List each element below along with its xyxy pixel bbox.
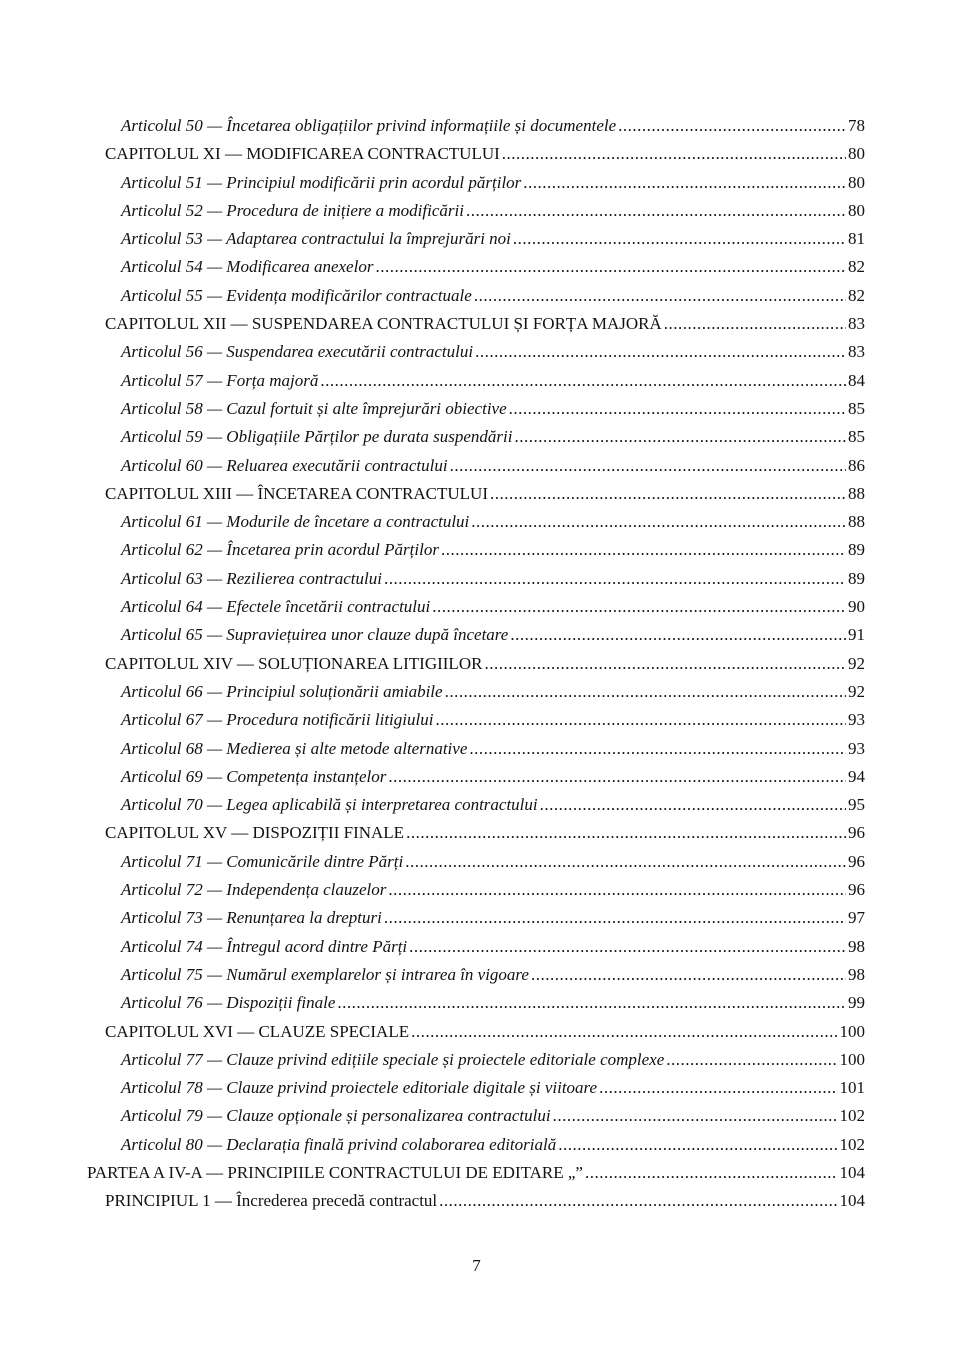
toc-entry-article[interactable] [0,791,953,819]
toc-entry-page: 104 [839,1162,865,1182]
dot-leader [475,338,846,366]
toc-entry-page: 96 [848,851,865,871]
toc-entry-page: 94 [848,766,865,786]
toc-entry-title: CAPITOLUL XII — SUSPENDAREA CONTRACTULUI ȘI FORȚA MAJORĂ [105,314,662,334]
dot-leader [523,169,846,197]
toc-entry-article[interactable] [0,1046,953,1074]
toc-entry-title: Articolul 59 — Obligațiile Părților pe durata suspendării [121,427,513,447]
toc-entry-article[interactable] [0,735,953,763]
toc-entry-part[interactable] [0,1159,953,1187]
dot-leader [540,791,846,819]
toc-entry-title: CAPITOLUL XVI — CLAUZE SPECIALE [105,1021,410,1041]
dot-leader [320,367,846,395]
toc-entry-chapter[interactable] [0,819,953,847]
dot-leader [618,112,846,140]
toc-entry-article[interactable] [0,1074,953,1102]
toc-entry-page: 86 [848,455,865,475]
dot-leader [450,452,846,480]
dot-leader [405,848,846,876]
dot-leader [509,395,846,423]
toc-entry-page: 80 [848,172,865,192]
toc-entry-page: 85 [848,427,865,447]
toc-entry-page: 96 [848,823,865,843]
toc-entry-chapter[interactable] [0,480,953,508]
toc-entry-page: 78 [848,116,865,135]
toc-entry-page: 89 [848,540,865,560]
toc-entry-title: Articolul 70 — Legea aplicabilă și interpretarea contractului [121,795,538,815]
toc-entry-title: Articolul 73 — Renunțarea la drepturi [121,908,382,928]
toc-entry-title: Articolul 71 — Comunicările dintre Părți [121,851,404,871]
toc-entry-title: Articolul 74 — Întregul acord dintre Părți [121,936,408,956]
dot-leader [384,565,846,593]
toc-entry-page: 82 [848,257,865,277]
toc-entry-title: Articolul 72 — Independența clauzelor [121,880,387,900]
toc-entry-title: Articolul 53 — Adaptarea contractului la împrejurări noi [121,229,511,249]
toc-entry-article[interactable] [0,876,953,904]
toc-entry-page: 80 [848,200,865,220]
toc-entry-title: PARTEA A IV-A — PRINCIPIILE CONTRACTULUI DE EDITARE „” [87,1162,583,1182]
dot-leader [388,763,846,791]
toc-entry-article[interactable] [0,225,953,253]
toc-entry-title: Articolul 62 — Încetarea prin acordul Părților [121,540,439,560]
table-of-contents [0,112,953,1216]
toc-entry-page: 91 [848,625,865,645]
toc-entry-page: 92 [848,681,865,701]
toc-entry-title: Articolul 54 — Modificarea anexelor [121,257,374,277]
toc-entry-page: 89 [848,568,865,588]
dot-leader [553,1102,838,1130]
toc-entry-title: Articolul 76 — Dispoziții finale [121,993,336,1013]
dot-leader [471,508,846,536]
toc-entry-page: 100 [839,1021,865,1041]
toc-entry-article[interactable] [0,961,953,989]
toc-entry-page: 102 [839,1106,865,1126]
dot-leader [388,876,846,904]
dot-leader [406,819,846,847]
toc-entry-article[interactable] [0,1131,953,1159]
toc-entry-title: Articolul 78 — Clauze privind proiectele editoriale digitale și viitoare [121,1078,598,1098]
toc-entry-title: CAPITOLUL XIV — SOLUȚIONAREA LITIGIILOR [105,653,483,673]
toc-entry-title: Articolul 51 — Principiul modificării prin acordul părților [121,172,522,192]
toc-entry-chapter[interactable] [0,1187,953,1215]
toc-entry-chapter[interactable] [0,310,953,338]
toc-entry-page: 82 [848,285,865,305]
dot-leader [432,593,846,621]
toc-entry-title: Articolul 67 — Procedura notificării litigiului [121,710,434,730]
toc-entry-article[interactable] [0,452,953,480]
toc-entry-article[interactable] [0,282,953,310]
toc-entry-page: 88 [848,483,865,503]
dot-leader [337,989,846,1017]
toc-entry-title: Articolul 52 — Procedura de inițiere a modificării [121,200,464,220]
dot-leader [585,1159,838,1187]
dot-leader [466,197,846,225]
toc-entry-article[interactable] [0,989,953,1017]
toc-entry-title: Articolul 66 — Principiul soluționării amiabile [121,681,443,701]
toc-entry-page: 101 [839,1078,865,1098]
toc-entry-article[interactable] [0,678,953,706]
page-number: 7 [472,1256,481,1275]
toc-entry-page: 100 [839,1049,865,1069]
toc-entry-title: Articolul 75 — Numărul exemplarelor și intrarea în vigoare [121,964,529,984]
dot-leader [409,933,846,961]
toc-entry-title: Articolul 55 — Evidența modificărilor contractuale [121,285,472,305]
dot-leader [474,282,846,310]
toc-entry-page: 88 [848,512,865,532]
toc-entry-page: 99 [848,993,865,1013]
dot-leader [490,480,846,508]
dot-leader [510,621,846,649]
toc-entry-article[interactable] [0,169,953,197]
toc-entry-page: 85 [848,398,865,418]
toc-entry-article[interactable] [0,1102,953,1130]
toc-entry-title: CAPITOLUL XIII — ÎNCETAREA CONTRACTULUI [105,483,488,503]
toc-entry-title: Articolul 65 — Supraviețuirea unor clauze după încetare [121,625,509,645]
toc-entry-title: Articolul 57 — Forța majoră [121,370,319,390]
toc-entry-page: 92 [848,653,865,673]
toc-entry-title: Articolul 56 — Suspendarea executării contractului [121,342,474,362]
toc-entry-article[interactable] [0,593,953,621]
dot-leader [375,253,846,281]
dot-leader [484,650,846,678]
toc-entry-page: 102 [839,1134,865,1154]
toc-entry-article[interactable] [0,763,953,791]
toc-entry-chapter[interactable] [0,140,953,168]
dot-leader [435,706,846,734]
toc-entry-page: 84 [848,370,865,390]
toc-entry-title: Articolul 68 — Medierea și alte metode alternative [121,738,468,758]
toc-entry-page: 80 [848,144,865,164]
toc-entry-title: Articolul 61 — Modurile de încetare a contractului [121,512,470,532]
toc-entry-article[interactable] [0,253,953,281]
dot-leader [599,1074,837,1102]
toc-entry-page: 96 [848,880,865,900]
toc-entry-title: Articolul 69 — Competența instanțelor [121,766,387,786]
toc-entry-article[interactable] [0,904,953,932]
toc-entry-article[interactable] [0,112,953,140]
toc-entry-title: Articolul 63 — Rezilierea contractului [121,568,382,588]
toc-entry-title: CAPITOLUL XI — MODIFICAREA CONTRACTULUI [105,144,500,164]
toc-entry-page: 97 [848,908,865,928]
toc-entry-title: Articolul 80 — Declarația finală privind colaborarea editorială [121,1134,557,1154]
toc-entry-title: Articolul 50 — Încetarea obligațiilor privind informațiile și documentele [121,116,617,135]
toc-entry-page: 95 [848,795,865,815]
toc-entry-article[interactable] [0,197,953,225]
toc-entry-article[interactable] [0,848,953,876]
toc-entry-article[interactable] [0,508,953,536]
dot-leader [411,1018,837,1046]
toc-entry-page: 81 [848,229,865,249]
toc-entry-page: 93 [848,738,865,758]
toc-entry-title: Articolul 60 — Reluarea executării contractului [121,455,448,475]
toc-entry-title: Articolul 77 — Clauze privind edițiile speciale și proiectele editoriale complexe [121,1049,665,1069]
toc-entry-article[interactable] [0,706,953,734]
dot-leader [502,140,846,168]
toc-entry-page: 83 [848,314,865,334]
toc-entry-page: 90 [848,597,865,617]
toc-entry-page: 93 [848,710,865,730]
toc-entry-page: 83 [848,342,865,362]
toc-entry-title: Articolul 79 — Clauze opționale și personalizarea contractului [121,1106,551,1126]
dot-leader [666,1046,837,1074]
dot-leader [664,310,846,338]
toc-entry-article[interactable] [0,933,953,961]
toc-entry-article[interactable] [0,367,953,395]
toc-entry-title: Articolul 58 — Cazul fortuit și alte împrejurări obiective [121,398,507,418]
dot-leader [445,678,846,706]
toc-entry-page: 104 [839,1191,865,1211]
dot-leader [439,1187,837,1215]
dot-leader [441,536,846,564]
toc-entry-article[interactable] [0,395,953,423]
dot-leader [558,1131,837,1159]
dot-leader [531,961,846,989]
toc-entry-article[interactable] [0,338,953,366]
dot-leader [469,735,846,763]
toc-entry-page: 98 [848,964,865,984]
toc-entry-page: 98 [848,936,865,956]
dot-leader [513,225,846,253]
toc-entry-article[interactable] [0,621,953,649]
dot-leader [514,423,846,451]
toc-entry-article[interactable] [0,565,953,593]
toc-entry-chapter[interactable] [0,1018,953,1046]
toc-entry-chapter[interactable] [0,650,953,678]
toc-entry-title: PRINCIPIUL 1 — Încrederea precedă contractul [105,1191,438,1211]
toc-entry-title: Articolul 64 — Efectele încetării contractului [121,597,431,617]
toc-entry-title: CAPITOLUL XV — DISPOZIȚII FINALE [105,823,405,843]
toc-entry-article[interactable] [0,423,953,451]
dot-leader [384,904,846,932]
toc-entry-article[interactable] [0,536,953,564]
